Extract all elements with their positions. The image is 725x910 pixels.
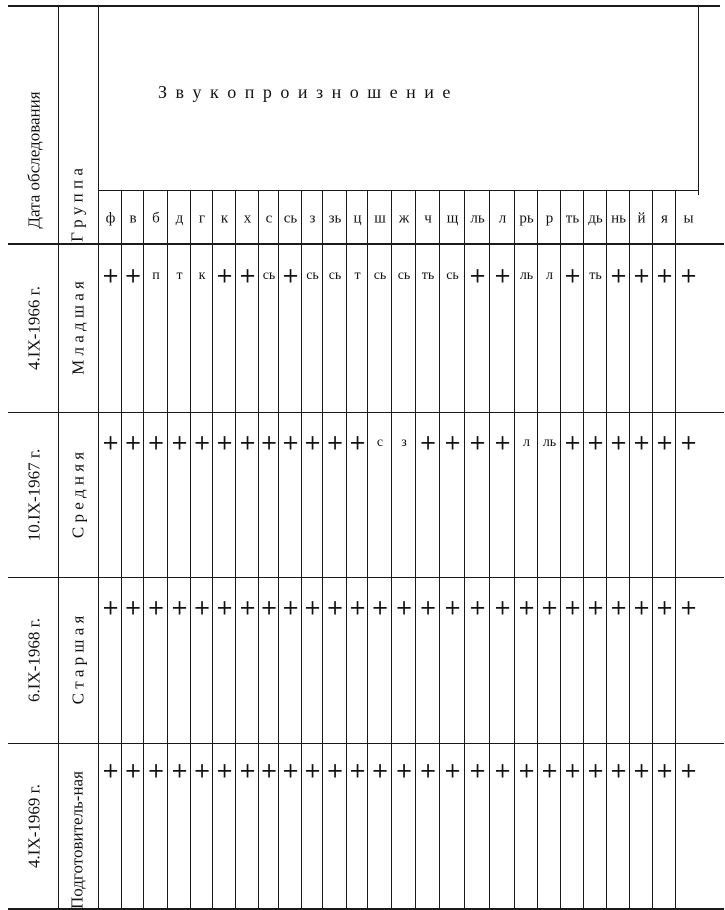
sound-header: ф [105, 210, 116, 227]
row-group: Подготовитель-ная [67, 770, 87, 909]
table-cell: + [563, 430, 582, 455]
table-cell: + [348, 758, 367, 783]
table-cell: + [609, 758, 628, 783]
sound-column-divider [322, 190, 323, 908]
table-cell: + [215, 263, 234, 288]
table-cell: + [540, 758, 559, 783]
table-cell: + [147, 595, 165, 620]
table-cell: + [609, 595, 628, 620]
group-column-divider [98, 5, 99, 908]
sound-header: зь [328, 210, 342, 227]
table-cell: + [215, 758, 234, 783]
sound-header: я [661, 210, 668, 227]
table-cell: + [101, 595, 120, 620]
sound-header: ы [683, 210, 694, 227]
table-cell: + [586, 758, 605, 783]
table-cell: + [563, 263, 582, 288]
row-date: 6.IX-1968 г. [24, 618, 44, 702]
table-cell: + [586, 430, 605, 455]
sound-header: ль [470, 210, 485, 227]
sound-header: ть [565, 210, 580, 227]
table-cell: + [493, 263, 512, 288]
table-cell: + [419, 758, 437, 783]
row-date: 4.IX-1969 г. [24, 783, 44, 868]
table-cell: + [238, 263, 257, 288]
sound-column-divider [514, 190, 515, 908]
sound-column-divider [583, 190, 584, 908]
sound-column-divider [560, 190, 561, 908]
row-separator [8, 412, 724, 413]
sound-column-divider [537, 190, 538, 908]
table-cell: + [632, 758, 651, 783]
table-cell: + [260, 430, 278, 455]
table-cell: + [124, 758, 142, 783]
table-cell: сь [306, 268, 319, 283]
table-cell: сь [328, 268, 342, 283]
table-cell: + [281, 263, 300, 288]
sound-header: нь [611, 210, 626, 227]
table-cell: + [124, 263, 142, 288]
table-cell: ль [542, 435, 557, 450]
group-column-header: Г р у п п а [67, 168, 87, 242]
sound-column-divider [652, 190, 653, 908]
table-cell: сь [262, 268, 276, 283]
sound-column-divider [258, 190, 259, 908]
table-cell: + [609, 263, 628, 288]
table-cell: + [326, 758, 344, 783]
table-cell: + [238, 595, 257, 620]
table-cell: + [468, 263, 487, 288]
sound-header: д [175, 210, 184, 227]
sound-header: щ [446, 210, 459, 227]
table-cell: п [152, 268, 160, 283]
table-cell: + [443, 430, 462, 455]
table-cell: + [517, 758, 536, 783]
table-cell: + [395, 595, 413, 620]
sound-column-divider [121, 190, 122, 908]
table-cell: + [124, 430, 142, 455]
table-cell: + [371, 758, 389, 783]
sound-header: р [545, 210, 554, 227]
table-cell: + [101, 430, 120, 455]
sound-header: г [198, 210, 206, 227]
table-cell: + [238, 430, 257, 455]
sound-column-divider [464, 190, 465, 908]
table-cell: + [326, 595, 344, 620]
sound-column-divider [143, 190, 144, 908]
table-cell: + [281, 758, 300, 783]
table-cell: + [170, 595, 189, 620]
table-cell: + [443, 595, 462, 620]
table-cell: + [563, 758, 582, 783]
sound-column-divider [606, 190, 607, 908]
sound-row-top-rule [98, 190, 698, 191]
table-cell: + [147, 758, 165, 783]
table-cell: + [632, 263, 651, 288]
table-cell: л [546, 268, 553, 283]
table-cell: + [563, 595, 582, 620]
sound-header: х [243, 210, 252, 227]
row-date: 4.IX-1966 г. [24, 285, 44, 370]
table-cell: + [493, 758, 512, 783]
table-cell: + [517, 595, 536, 620]
table-cell: + [493, 430, 512, 455]
table-cell: + [326, 430, 344, 455]
sound-header: к [220, 210, 229, 227]
table-cell: + [371, 595, 389, 620]
table-cell: + [655, 263, 674, 288]
table-cell: + [170, 758, 189, 783]
table-cell: сь [373, 268, 387, 283]
sound-header: рь [519, 210, 534, 227]
sound-column-divider [439, 190, 440, 908]
table-cell: + [303, 595, 322, 620]
table-cell: + [419, 430, 437, 455]
sound-column-divider [367, 190, 368, 908]
table-cell: + [303, 430, 322, 455]
table-cell: + [493, 595, 512, 620]
table-cell: + [443, 758, 462, 783]
table-top-border [8, 5, 720, 7]
row-group: С р е д н я я [68, 451, 88, 538]
table-cell: сь [446, 268, 459, 283]
sound-header: сь [283, 210, 298, 227]
table-cell: + [303, 758, 322, 783]
table-cell: + [101, 758, 120, 783]
table-cell: + [281, 595, 300, 620]
table-cell: + [655, 595, 674, 620]
table-cell: + [348, 430, 367, 455]
table-cell: + [419, 595, 437, 620]
sound-column-divider [235, 190, 236, 908]
table-cell: ть [589, 268, 602, 283]
row-group: С т а р ш а я [68, 615, 88, 705]
table-cell: + [395, 758, 413, 783]
table-cell: + [609, 430, 628, 455]
sound-header: б [152, 210, 160, 227]
sound-header: дь [588, 210, 603, 227]
table-cell: + [468, 430, 487, 455]
table-cell: + [679, 263, 698, 288]
sound-pronunciation-heading: З в у к о п р о и з н о ш е н и е [158, 82, 453, 102]
sound-header: ч [424, 210, 432, 227]
table-cell: + [468, 758, 487, 783]
sound-header: л [498, 210, 507, 227]
sound-column-divider [489, 190, 490, 908]
sound-column-divider [391, 190, 392, 908]
sound-header: ж [398, 210, 410, 227]
sound-header: з [309, 210, 316, 227]
sound-column-divider [415, 190, 416, 908]
table-cell: + [632, 595, 651, 620]
table-cell: + [260, 758, 278, 783]
table-cell: + [238, 758, 257, 783]
sound-column-divider [167, 190, 168, 908]
sound-column-divider [629, 190, 630, 908]
row-date: 10.IX-1967 г. [24, 448, 44, 541]
sound-header: в [129, 210, 137, 227]
table-cell: + [679, 595, 698, 620]
sound-column-divider [190, 190, 191, 908]
sound-header: й [637, 210, 646, 227]
table-cell: т [176, 268, 183, 283]
table-cell: + [193, 758, 211, 783]
table-cell: + [101, 263, 120, 288]
table-cell: + [655, 758, 674, 783]
row-separator [8, 577, 724, 578]
row-separator [8, 743, 724, 744]
sound-header: ш [374, 210, 386, 227]
table-cell: + [679, 758, 698, 783]
table-cell: сь [397, 268, 411, 283]
table-cell: + [468, 595, 487, 620]
table-cell: к [198, 268, 206, 283]
table-cell: з [401, 435, 407, 450]
table-cell: + [193, 595, 211, 620]
table-cell: + [193, 430, 211, 455]
table-cell: + [215, 430, 234, 455]
sound-column-divider [278, 190, 279, 908]
table-cell: + [170, 430, 189, 455]
table-cell: + [147, 430, 165, 455]
table-cell: + [655, 430, 674, 455]
table-cell: + [215, 595, 234, 620]
table-cell: + [348, 595, 367, 620]
table-cell: + [679, 430, 698, 455]
header-bottom-rule [8, 243, 724, 245]
table-cell: + [281, 430, 300, 455]
sound-header: с [265, 210, 273, 227]
sound-column-divider [346, 190, 347, 908]
sound-column-divider [301, 190, 302, 908]
table-cell: т [354, 268, 361, 283]
header-right-border [698, 5, 699, 195]
table-cell: ль [519, 268, 534, 283]
sound-column-divider [675, 190, 676, 908]
sound-header: ц [353, 210, 362, 227]
table-cell: + [260, 595, 278, 620]
table-cell: с [376, 435, 384, 450]
table-cell: + [540, 595, 559, 620]
table-cell: л [523, 435, 530, 450]
sound-column-divider [212, 190, 213, 908]
row-group: М л а д ш а я [68, 280, 88, 375]
table-cell: + [586, 595, 605, 620]
date-column-divider [58, 5, 59, 908]
table-cell: ть [421, 268, 435, 283]
table-cell: + [124, 595, 142, 620]
date-column-header: Дата обследования [24, 91, 44, 229]
table-cell: + [632, 430, 651, 455]
